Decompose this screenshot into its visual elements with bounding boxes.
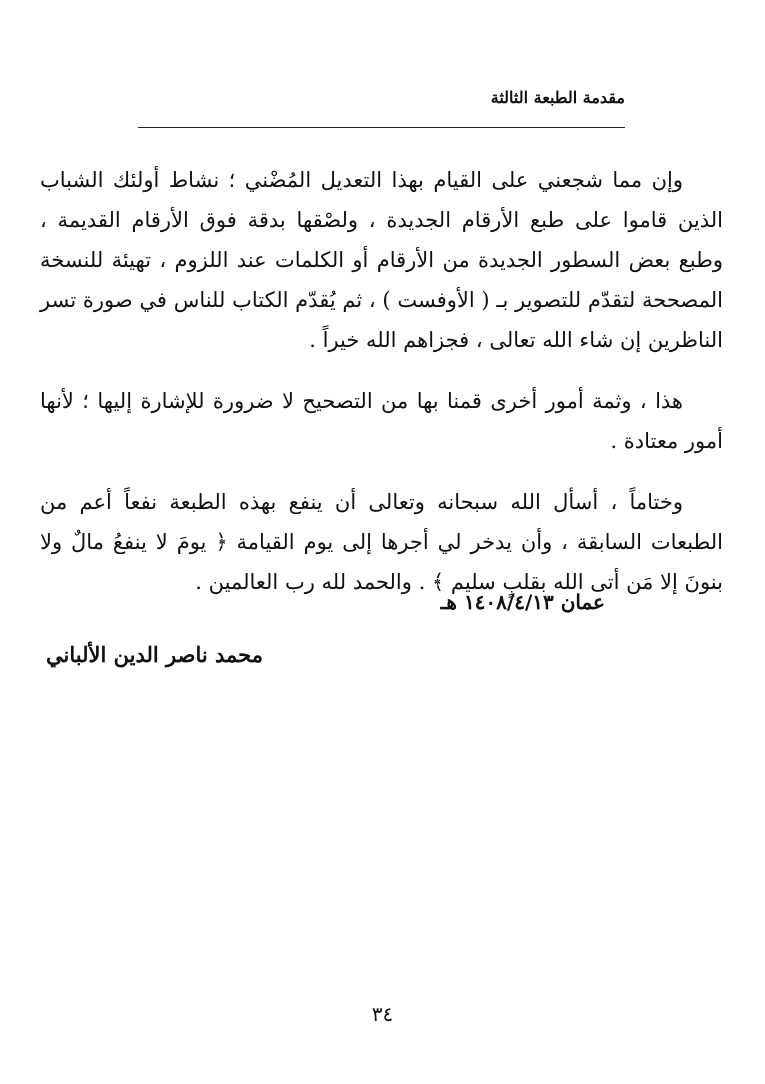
paragraph-closing-prayer: وختاماً ، أسأل الله سبحانه وتعالى أن ينفع بهذه الطبعة نفعاً أعم من الطبعات السابقة ، وأن يدخر لي أجرها إلى يوم القيامة ﴿ يومَ لا ينفعُ مالٌ ولا بنونَ إلا مَن أتى الله بقلبٍ سليم ﴾ . والحمد لله رب العالمين . (40, 490, 723, 594)
date-line: عمان ١٤٠٨/٤/١٣ هـ (440, 590, 605, 614)
paragraph-encouragement: وإن مما شجعني على القيام بهذا التعديل المُضْني ؛ نشاط أولئك الشباب الذين قاموا على طبع الأرقام الجديدة ، ولصْقها بدقة فوق الأرقام القديمة ، وطبع بعض السطور الجديدة من الأرقام أو الكلمات عند اللزوم ، تهيئة للنسخة المصححة لتقدّم للتصوير بـ ( الأوفست ) ، ثم يُقدّم الكتاب للناس في صورة تسر الناظرين إن شاء الله تعالى ، فجزاهم الله خيراً . (40, 168, 723, 352)
author-signature: محمد ناصر الدين الألباني (46, 642, 263, 667)
paragraph-other-corrections: هذا ، وثمة أمور أخرى قمنا بها من التصحيح لا ضرورة للإشارة إليها ؛ لأنها أمور معتادة . (40, 389, 723, 453)
body-text (40, 160, 723, 623)
page-number: ٣٤ (371, 1002, 394, 1026)
header-rule (138, 127, 625, 128)
running-header: مقدمة الطبعة الثالثة (490, 88, 625, 107)
